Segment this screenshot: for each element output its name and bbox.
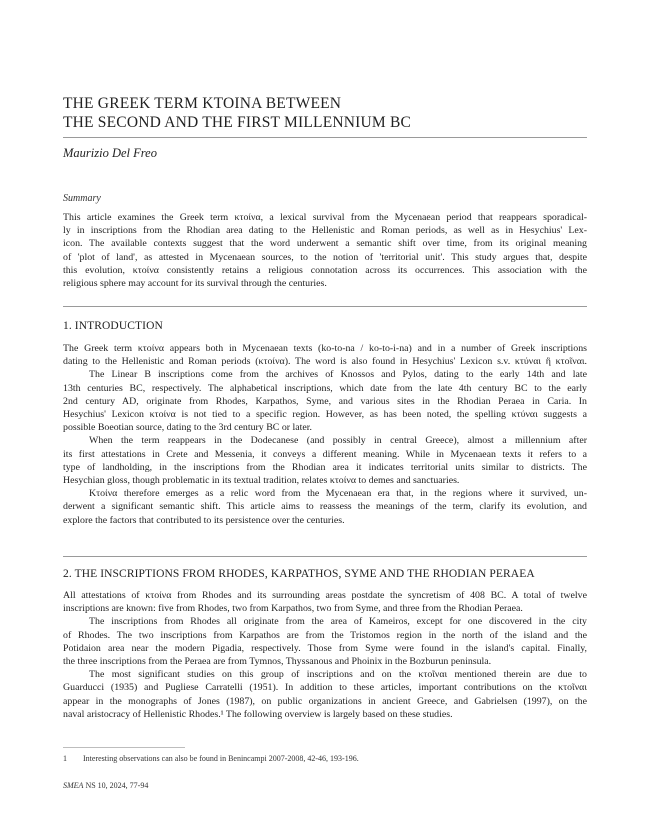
body-line: type of landholding, in the inscriptions from the Rhodian area it indicates territorial units similar to districts. The — [63, 461, 587, 473]
body-line: its first attestations in Crete and Messenia, it conveys a different meaning. While in Mycenaean texts it refers to a — [63, 448, 587, 460]
body-line: Hesychius' Lexicon κτοίνα is not tied to a specific region. However, as has been noted, the spelling κτύναι suggests a — [63, 409, 587, 421]
section-heading-inscriptions: 2. THE INSCRIPTIONS FROM RHODES, KARPATHOS, SYME AND THE RHODIAN PERAEA — [63, 568, 535, 580]
body-line: naval aristocracy of Hellenistic Rhodes.¹ The following overview is largely based on these studies. — [63, 708, 453, 720]
title-line-1: THE GREEK TERM KTOINA BETWEEN — [63, 95, 342, 112]
summary-line: religious sphere may account for its survival through the centuries. — [63, 278, 327, 290]
section-divider — [63, 556, 587, 557]
body-line: 13th centuries BC, respectively. The alphabetical inscriptions, which date from the late 4th century BC to the early — [63, 382, 587, 394]
summary-divider — [63, 306, 587, 307]
body-line: appear in the monographs of Jones (1987), on public organizations in ancient Greece, and Gabrielsen (1997), on the — [63, 695, 587, 707]
journal-citation: NS 10, 2024, 77-94 — [85, 781, 149, 790]
title-divider — [63, 137, 587, 138]
journal-footer — [63, 781, 148, 790]
body-line: Hesychian gloss, though problematic in its textual tradition, relates κτοίνα to demes and sanctuaries. — [63, 475, 460, 487]
introduction-text — [63, 342, 587, 527]
summary-line: ly in inscriptions from the Rhodian area dating to the Hellenistic and Roman periods, as well as in Hesychius' Lex- — [63, 225, 587, 237]
body-line: The Linear B inscriptions come from the archives of Knossos and Pylos, dating to the early 14th and late — [89, 369, 587, 381]
body-line: Guarducci (1935) and Pugliese Carratelli (1951). In addition to these articles, important contributions on the κτοῖναι — [63, 682, 587, 694]
body-line: When the term reappears in the Dodecanese (and possibly in central Greece), almost a millennium after — [89, 435, 587, 447]
body-line: The Greek term κτοίνα appears both in Mycenaean texts (ko-to-na / ko-to-i-na) and in a number of Greek inscriptions — [63, 343, 587, 354]
summary-line: icon. The available contexts suggest that the word underwent a semantic shift over time, from its original meaning — [63, 238, 587, 250]
body-line: possible Boeotian source, dating to the 3rd century BC or later. — [63, 422, 313, 434]
summary-line: this evolution, κτοίνα consistently retains a religious connotation across its occurrences. This association with the — [63, 264, 587, 276]
section-heading-introduction: 1. INTRODUCTION — [63, 320, 163, 332]
summary-label: Summary — [63, 193, 101, 204]
summary-line: This article examines the Greek term κτοίνα, a lexical survival from the Mycenaean period that reappears sporadical- — [63, 212, 587, 223]
body-line: Κτοίνα therefore emerges as a relic word from the Mycenaean era that, in the regions where it survived, un- — [89, 488, 587, 500]
body-line: 2nd century AD, originate from Rhodes, Karpathos, Syme, and various sites in the Rhodian Peraea in Caria. In — [63, 395, 587, 407]
body-line: The inscriptions from Rhodes all originate from the area of Kameiros, except for one discovered in the city — [89, 616, 587, 628]
footnote-number: 1 — [63, 754, 67, 763]
body-line: All attestations of κτοίνα from Rhodes and its surrounding areas postdate the syncretism of 408 BC. A total of twelve — [63, 590, 587, 601]
article-title — [63, 94, 603, 132]
body-line: derwent a significant semantic shift. This article aims to reassess the meanings of the term, clarify its evolution, and — [63, 501, 587, 513]
title-line-2: THE SECOND AND THE FIRST MILLENNIUM BC — [63, 114, 412, 131]
inscriptions-text — [63, 589, 587, 721]
body-line: Potidaion area near the modern Pigadia, respectively. Those from Syme were found in the island's capital. Finally, — [63, 642, 587, 654]
footnote — [63, 754, 359, 763]
summary-paragraph — [63, 211, 587, 290]
body-line: of Rhodes. The two inscriptions from Karpathos are from the Tristomos region in the north of the island and the — [63, 629, 587, 641]
footnote-divider — [63, 747, 185, 748]
author-name: Maurizio Del Freo — [63, 146, 157, 160]
body-line: The most significant studies on this group of inscriptions and on the κτοῖναι mentioned therein are due to — [89, 669, 587, 681]
body-line: inscriptions are known: five from Rhodes, two from Karpathos, two from Syme, and three from the Rhodian Peraea. — [63, 603, 523, 615]
body-line: the three inscriptions from the Peraea are from Tymnos, Thyssanous and Phoinix in the Bozburun peninsula. — [63, 656, 492, 668]
body-line: explore the factors that contributed to its persistence over the centuries. — [63, 514, 345, 526]
footnote-text: Interesting observations can also be found in Benincampi 2007-2008, 42-46, 193-196. — [83, 754, 359, 763]
journal-name: SMEA — [63, 781, 84, 790]
summary-line: of 'plot of land', as attested in Mycenaean sources, to the notion of 'territorial unit'. This study argues that, despite — [63, 251, 587, 263]
body-line: dating to the Hellenistic and Roman periods (κτοίνα). The word is also found in Hesychius' Lexicon s.v. κτύναι ἢ κτοῖναι. — [63, 356, 587, 368]
